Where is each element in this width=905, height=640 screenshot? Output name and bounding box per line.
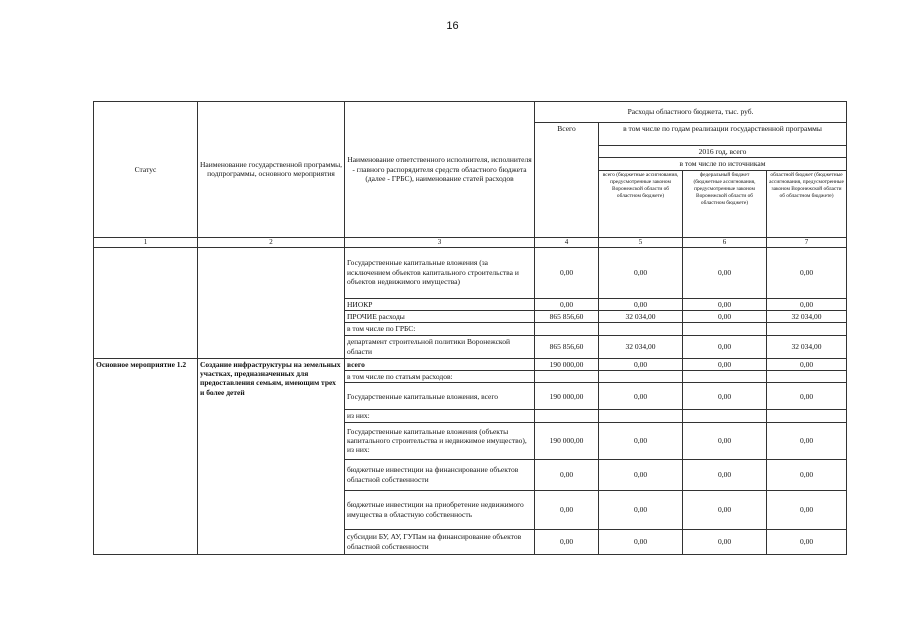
row-label: НИОКР — [345, 298, 535, 310]
header-col7: областной бюджет (бюджетные ассигнования, предусмотренные законом Воронежской области об областном бюджете) — [767, 170, 847, 237]
table-row — [94, 247, 847, 298]
header-status: Статус — [94, 102, 198, 238]
group1-status-cell — [94, 247, 198, 358]
table-row — [94, 358, 847, 370]
row-label: субсидии БУ, АУ, ГУПам на финансирование объектов областной собственности — [345, 529, 535, 554]
row-label: Государственные капитальные вложения (объекты капитального строительства и недвижимое имущество), из них: — [345, 422, 535, 459]
value-col7: 0,00 — [767, 358, 847, 370]
value-col5 — [599, 410, 683, 422]
header-by-sources: в том числе по источникам — [599, 158, 847, 170]
value-col5: 0,00 — [599, 422, 683, 459]
col-number: 5 — [599, 237, 683, 247]
value-total: 190 000,00 — [535, 383, 599, 410]
header-col6: федеральный бюджет (бюджетные ассигнования, предусмотренные законом Воронежской области об областном бюджете) — [683, 170, 767, 237]
value-total: 190 000,00 — [535, 422, 599, 459]
col-number: 7 — [767, 237, 847, 247]
col-number: 6 — [683, 237, 767, 247]
col-number: 1 — [94, 237, 198, 247]
value-col6: 0,00 — [683, 247, 767, 298]
row-label: департамент строительной политики Воронежской области — [345, 335, 535, 358]
value-total: 0,00 — [535, 459, 599, 490]
value-col7 — [767, 371, 847, 383]
row-label: Государственные капитальные вложения (за исключением объектов капитального строительства и объектов недвижимого имущества) — [345, 247, 535, 298]
value-col5: 0,00 — [599, 383, 683, 410]
value-col7: 0,00 — [767, 247, 847, 298]
value-col6: 0,00 — [683, 490, 767, 529]
value-total: 0,00 — [535, 490, 599, 529]
value-col7: 0,00 — [767, 383, 847, 410]
col-number: 3 — [345, 237, 535, 247]
row-label: Государственные капитальные вложения, всего — [345, 383, 535, 410]
header-total: Всего — [535, 123, 599, 238]
column-numbers-row — [94, 237, 847, 247]
value-total: 865 856,60 — [535, 335, 599, 358]
value-total — [535, 323, 599, 335]
row-label: бюджетные инвестиции на приобретение недвижимого имущества в областную собственность — [345, 490, 535, 529]
value-col5: 0,00 — [599, 247, 683, 298]
value-col6: 0,00 — [683, 298, 767, 310]
value-total: 865 856,60 — [535, 310, 599, 322]
value-total: 0,00 — [535, 298, 599, 310]
page-number: 16 — [446, 20, 459, 32]
group2-name: Создание инфраструктуры на земельных участках, предназначенных для предоставления семьям, имеющим трех и более детей — [198, 358, 345, 554]
value-col6: 0,00 — [683, 529, 767, 554]
header-col5: всего (бюджетные ассигнования, предусмотренные законом Воронежской области об областном бюджете) — [599, 170, 683, 237]
value-col5: 0,00 — [599, 358, 683, 370]
value-col6: 0,00 — [683, 310, 767, 322]
value-col7: 0,00 — [767, 459, 847, 490]
value-col5 — [599, 371, 683, 383]
value-col7: 0,00 — [767, 490, 847, 529]
value-total — [535, 371, 599, 383]
value-col5: 32 034,00 — [599, 335, 683, 358]
value-col6 — [683, 323, 767, 335]
value-col6: 0,00 — [683, 422, 767, 459]
value-col5: 0,00 — [599, 298, 683, 310]
value-col6 — [683, 371, 767, 383]
row-label: в том числе по ГРБС: — [345, 323, 535, 335]
row-label: бюджетные инвестиции на финансирование объектов областной собственности — [345, 459, 535, 490]
value-col6: 0,00 — [683, 383, 767, 410]
value-col6: 0,00 — [683, 358, 767, 370]
group2-status: Основное мероприятие 1.2 — [94, 358, 198, 554]
header-expenses: Расходы областного бюджета, тыс. руб. — [535, 102, 847, 123]
value-col5: 0,00 — [599, 490, 683, 529]
row-label: из них: — [345, 410, 535, 422]
budget-table — [93, 101, 847, 555]
value-col7: 0,00 — [767, 529, 847, 554]
value-col7: 32 034,00 — [767, 310, 847, 322]
row-label: всего — [345, 358, 535, 370]
value-col6: 0,00 — [683, 335, 767, 358]
row-label: ПРОЧИЕ расходы — [345, 310, 535, 322]
value-col5: 0,00 — [599, 459, 683, 490]
header-program-name: Наименование государственной программы, подпрограммы, основного мероприятия — [198, 102, 345, 238]
value-total — [535, 410, 599, 422]
value-col6: 0,00 — [683, 459, 767, 490]
col-number: 2 — [198, 237, 345, 247]
value-col5: 0,00 — [599, 529, 683, 554]
value-col5: 32 034,00 — [599, 310, 683, 322]
header-by-years: в том числе по годам реализации государственной программы — [599, 123, 847, 146]
value-total: 0,00 — [535, 247, 599, 298]
group1-name-cell — [198, 247, 345, 358]
value-col7 — [767, 410, 847, 422]
value-col6 — [683, 410, 767, 422]
header-executor: Наименование ответственного исполнителя, исполнителя - главного распорядителя средств областного бюджета (далее - ГРБС), наименование статей расходов — [345, 102, 535, 238]
row-label: в том числе по статьям расходов: — [345, 371, 535, 383]
value-col7 — [767, 323, 847, 335]
value-total: 190 000,00 — [535, 358, 599, 370]
col-number: 4 — [535, 237, 599, 247]
header-year: 2016 год, всего — [599, 146, 847, 158]
value-col5 — [599, 323, 683, 335]
value-total: 0,00 — [535, 529, 599, 554]
value-col7: 32 034,00 — [767, 335, 847, 358]
value-col7: 0,00 — [767, 298, 847, 310]
value-col7: 0,00 — [767, 422, 847, 459]
